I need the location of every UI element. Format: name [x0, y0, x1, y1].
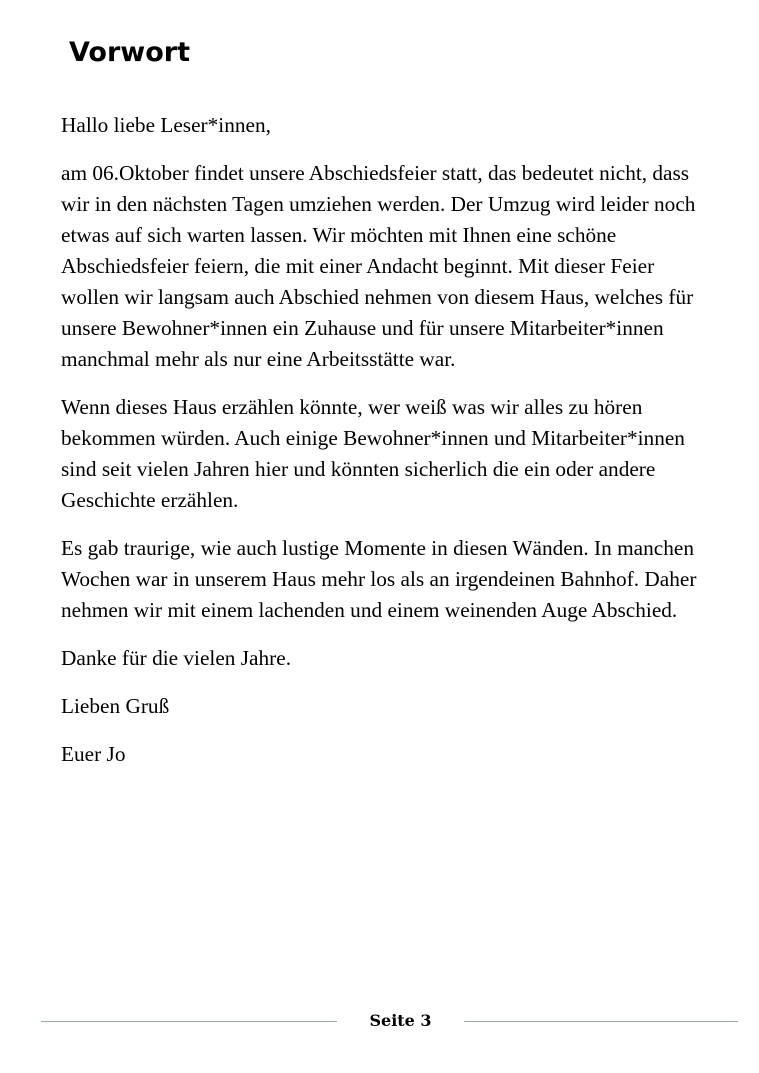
page-title: Vorwort — [69, 37, 190, 68]
body-paragraph-farewell-party: am 06.Oktober findet unsere Abschiedsfeier statt, das bedeutet nicht, dass wir in den nächsten Tagen umziehen werden. Der Umzug wird leider noch etwas auf sich warten lassen. Wir möchten mit Ihnen eine schöne Abschiedsfeier feiern, die mit einer Andacht beginnt. Mit dieser Feier wollen wir langsam auch Abschied nehmen von diesem Haus, welches für unsere Bewohner*innen ein Zuhause und für unsere Mitarbeiter*innen manchmal mehr als nur eine Arbeitsstätte war. — [61, 161, 696, 371]
closing-salutation: Lieben Gruß — [61, 694, 170, 718]
greeting-paragraph: Hallo liebe Leser*innen, — [61, 113, 271, 137]
footer-rule-right — [464, 1021, 738, 1022]
footer-rule-left — [41, 1021, 337, 1022]
signature-line: Euer Jo — [61, 742, 126, 766]
body-paragraph-moments: Es gab traurige, wie auch lustige Momente in diesen Wänden. In manchen Wochen war in unserem Haus mehr los als an irgendeinen Bahnhof. Daher nehmen wir mit einem lachenden und einem weinenden Auge Abschied. — [61, 536, 697, 622]
page-footer — [0, 1006, 759, 1036]
body-text — [61, 110, 711, 787]
body-paragraph-house-stories: Wenn dieses Haus erzählen könnte, wer weiß was wir alles zu hören bekommen würden. Auch einige Bewohner*innen und Mitarbeiter*innen sind seit vielen Jahren hier und könnten sicherlich die ein oder andere Geschichte erzählen. — [61, 395, 685, 512]
thanks-paragraph: Danke für die vielen Jahre. — [61, 646, 292, 670]
page-number: Seite 3 — [369, 1011, 432, 1030]
